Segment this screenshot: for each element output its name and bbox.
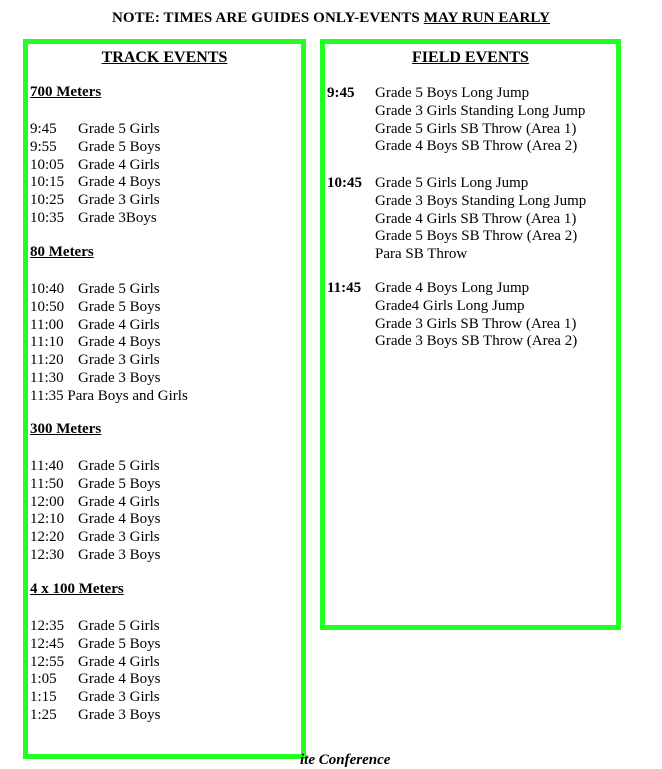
event-time: 9:45 [30, 121, 57, 137]
field-event-row [325, 297, 615, 315]
event-name: Grade 3 Girls [78, 352, 160, 369]
event-name: Grade 5 Boys [78, 298, 161, 315]
event-name: Grade 5 Boys [78, 475, 161, 492]
track-events-title: TRACK EVENTS [101, 49, 228, 66]
event-time: 10:50 [30, 298, 65, 315]
event-name: Grade 5 Girls [78, 458, 160, 474]
track-events-box [23, 39, 306, 759]
field-event-row [325, 279, 615, 297]
event-time: 11:35 [30, 387, 64, 404]
track-event-row [30, 316, 160, 334]
event-name: Grade 3 Girls [78, 689, 160, 706]
field-group-time: 11:45 [327, 280, 362, 296]
track-section-title: 80 Meters [30, 244, 94, 260]
event-name: Grade 4 Girls [78, 156, 160, 173]
page-note [0, 10, 662, 27]
event-time: 10:15 [30, 174, 65, 191]
track-event-row [30, 173, 161, 191]
field-event-row [325, 102, 615, 120]
field-event-name: Grade 5 Girls Long Jump [375, 175, 529, 191]
track-event-row [30, 333, 161, 351]
footer-fragment: ite Conference [300, 752, 391, 768]
event-name: Grade 3 Girls [78, 529, 160, 546]
field-event-name: Grade 5 Girls SB Throw (Area 1) [375, 120, 577, 137]
event-name: Grade 3Boys [78, 210, 157, 226]
field-event-name: Grade 4 Boys SB Throw (Area 2) [375, 138, 578, 155]
field-event-name: Grade 3 Girls SB Throw (Area 1) [375, 315, 577, 332]
track-event-row [30, 387, 188, 405]
track-event-row [30, 546, 161, 564]
event-time: 12:00 [30, 493, 65, 510]
event-time: 10:25 [30, 192, 65, 209]
field-events-box [320, 39, 621, 630]
event-time: 1:15 [30, 689, 57, 706]
track-event-row [30, 457, 160, 475]
track-section-title: 700 Meters [30, 84, 102, 100]
track-event-row [30, 369, 161, 387]
event-time: 12:35 [30, 618, 65, 634]
field-event-name: Grade 3 Boys SB Throw (Area 2) [375, 333, 578, 350]
event-name: Para Boys and Girls [67, 387, 188, 404]
track-event-row [30, 493, 160, 511]
field-event-row [325, 210, 615, 228]
field-event-name: Grade4 Girls Long Jump [375, 297, 525, 314]
track-event-row [30, 635, 161, 653]
event-name: Grade 3 Boys [78, 547, 161, 563]
event-name: Grade 3 Boys [78, 370, 161, 386]
track-event-row [30, 528, 160, 546]
event-time: 12:30 [30, 547, 65, 563]
event-time: 12:10 [30, 511, 65, 528]
event-time: 10:40 [30, 281, 65, 297]
track-event-row [30, 706, 161, 724]
field-group-time: 10:45 [327, 175, 362, 191]
track-event-row [30, 653, 160, 671]
event-name: Grade 3 Boys [78, 707, 161, 723]
field-event-row [325, 84, 615, 102]
event-time: 12:45 [30, 635, 65, 652]
event-time: 12:20 [30, 529, 65, 546]
event-name: Grade 5 Boys [78, 138, 161, 155]
track-event-row [30, 120, 160, 138]
field-event-row [325, 332, 615, 350]
field-event-row [325, 174, 615, 192]
field-event-name: Para SB Throw [375, 246, 468, 263]
event-name: Grade 5 Girls [78, 618, 160, 634]
track-event-row [30, 475, 161, 493]
note-emphasis: MAY RUN EARLY [423, 10, 551, 26]
field-event-row [325, 137, 615, 155]
event-time: 11:10 [30, 334, 64, 351]
field-event-row [325, 227, 615, 245]
track-event-row [30, 510, 161, 528]
track-event-row [30, 138, 161, 156]
event-time: 10:35 [30, 210, 65, 226]
track-event-row [30, 298, 161, 316]
track-event-row [30, 670, 161, 688]
event-time: 11:20 [30, 352, 64, 369]
event-name: Grade 4 Boys [78, 174, 161, 191]
event-time: 12:55 [30, 653, 65, 670]
event-time: 1:05 [30, 671, 57, 688]
event-time: 11:50 [30, 475, 64, 492]
event-name: Grade 4 Boys [78, 671, 161, 688]
track-event-row [30, 688, 160, 706]
event-name: Grade 5 Girls [78, 281, 160, 297]
field-event-name: Grade 5 Boys Long Jump [375, 85, 530, 101]
field-event-row [325, 120, 615, 138]
track-event-row [30, 156, 160, 174]
event-time: 11:40 [30, 458, 64, 474]
event-name: Grade 4 Boys [78, 334, 161, 351]
field-event-name: Grade 4 Girls SB Throw (Area 1) [375, 210, 577, 227]
event-name: Grade 4 Girls [78, 493, 160, 510]
track-section-title: 300 Meters [30, 421, 102, 437]
track-event-row [30, 280, 160, 298]
event-name: Grade 4 Girls [78, 653, 160, 670]
event-time: 11:00 [30, 316, 64, 333]
track-event-row [30, 617, 160, 635]
event-name: Grade 4 Girls [78, 316, 160, 333]
field-event-name: Grade 3 Girls Standing Long Jump [375, 102, 586, 119]
field-event-row [325, 315, 615, 333]
field-event-row [325, 245, 615, 263]
event-name: Grade 5 Girls [78, 121, 160, 137]
event-time: 1:25 [30, 707, 57, 723]
event-name: Grade 3 Girls [78, 192, 160, 209]
event-time: 10:05 [30, 156, 65, 173]
field-event-row [325, 192, 615, 210]
track-event-row [30, 351, 160, 369]
track-event-row [30, 191, 160, 209]
field-group-time: 9:45 [327, 85, 355, 101]
event-time: 11:30 [30, 370, 64, 386]
note-prefix: NOTE: TIMES ARE GUIDES ONLY-EVENTS [111, 10, 424, 26]
field-events-title: FIELD EVENTS [412, 49, 529, 66]
track-event-row [30, 209, 157, 227]
field-event-name: Grade 3 Boys Standing Long Jump [375, 192, 587, 209]
event-name: Grade 5 Boys [78, 635, 161, 652]
track-section-title: 4 x 100 Meters [30, 581, 124, 597]
event-time: 9:55 [30, 138, 57, 155]
field-event-name: Grade 4 Boys Long Jump [375, 280, 530, 296]
field-event-name: Grade 5 Boys SB Throw (Area 2) [375, 228, 578, 245]
event-name: Grade 4 Boys [78, 511, 161, 528]
